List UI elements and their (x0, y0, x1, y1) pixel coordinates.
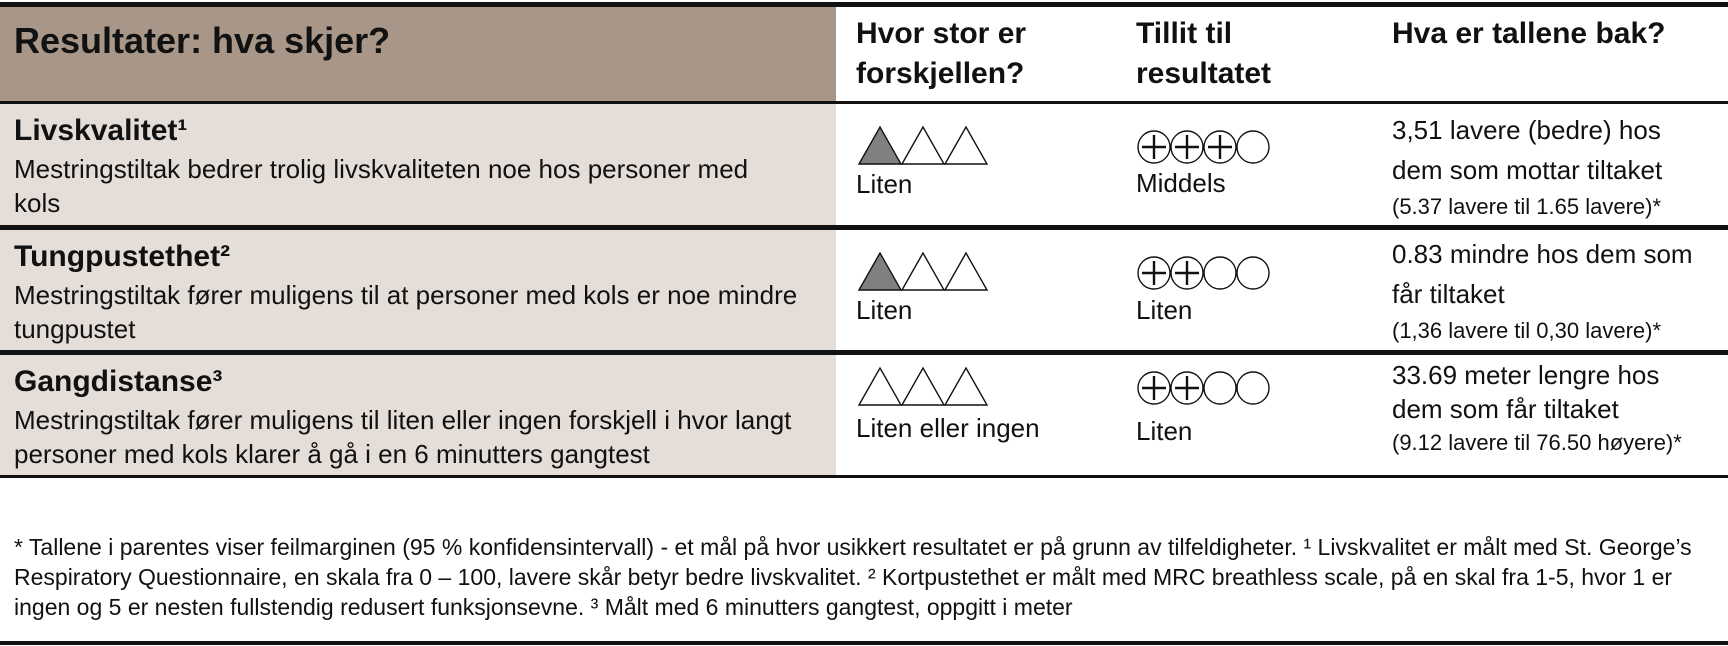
certainty-label: Middels (1136, 168, 1226, 198)
header-size (856, 14, 1116, 100)
empty-triangle-icon (945, 127, 987, 164)
footnote-cell (14, 532, 1714, 640)
circle-plus-icon (1171, 257, 1203, 289)
numbers-cell (1392, 234, 1712, 350)
row-description: Mestringstiltak bedrer trolig livskvaliteten noe hos personer med kols (14, 154, 749, 218)
size-cell (856, 355, 1116, 475)
table-title: Resultater: hva skjer? (14, 20, 391, 61)
size-label: Liten (856, 169, 913, 199)
effect-estimate: 0.83 mindre hos dem som får tiltaket (1392, 239, 1693, 309)
empty-triangle-icon (902, 127, 944, 164)
size-cell (856, 230, 1116, 350)
circle-plus-icon (1138, 372, 1170, 404)
empty-triangle-icon (945, 368, 987, 405)
certainty-cell (1136, 355, 1356, 475)
certainty-cell (1136, 230, 1356, 350)
circle-plus-icon (1138, 131, 1170, 163)
empty-circle-icon (1237, 131, 1269, 163)
empty-circle-icon (1204, 257, 1236, 289)
effect-estimate: 3,51 lavere (bedre) hos dem som mottar tiltaket (1392, 115, 1663, 185)
circle-plus-icon (1138, 257, 1170, 289)
size-label: Liten (856, 295, 913, 325)
row-description: Mestringstiltak fører muligens til liten eller ingen forskjell i hvor langt personer med kols klarer å gå i en 6 minutters gangtest (14, 405, 792, 469)
row-title: Gangdistanse³ (14, 365, 223, 398)
empty-circle-icon (1237, 372, 1269, 404)
certainty-label: Liten (1136, 416, 1193, 446)
effect-estimate: 33.69 meter lengre hos dem som får tiltaket (1392, 360, 1660, 424)
filled-triangle-icon (859, 253, 901, 290)
empty-circle-icon (1237, 257, 1269, 289)
row-description: Mestringstiltak fører muligens til at personer med kols er noe mindre tungpustet (14, 280, 798, 344)
filled-triangle-icon (859, 127, 901, 164)
confidence-interval: (5.37 lavere til 1.65 lavere)* (1392, 194, 1662, 219)
empty-triangle-icon (859, 368, 901, 405)
bottom-rule (0, 641, 1728, 645)
size-label: Liten eller ingen (856, 413, 1040, 443)
empty-triangle-icon (902, 253, 944, 290)
footnote: * Tallene i parentes viser feilmarginen (95 % konfidensintervall) - et mål på hvor usikkert resultatet er på grunn av tilfeldigheter. ¹ Livskvalitet er målt med St. George’s Respiratory Questionnaire, en skala fra 0 – 100, lavere skår betyr bedre livskvalitet. ² Kortpustethet er målt med MRC breathless scale, på en skal fra 1-5, hvor 1 er ingen og 5 er nesten fullstendig redusert funksjonsevne. ³ Målt med 6 minutters gangtest, oppgitt i meter (14, 534, 1692, 620)
column-header-size: Hvor stor er forskjellen? (856, 17, 1027, 90)
empty-circle-icon (1204, 372, 1236, 404)
column-header-numbers: Hva er tallene bak? (1392, 17, 1666, 50)
row-outcome-cell (0, 104, 836, 225)
size-triangles (856, 252, 1006, 298)
size-cell (856, 104, 1116, 225)
row-rule-3 (0, 475, 1728, 478)
confidence-interval: (9.12 lavere til 76.50 høyere)* (1392, 430, 1682, 455)
certainty-label: Liten (1136, 295, 1193, 325)
numbers-cell (1392, 358, 1722, 475)
certainty-cell (1136, 104, 1356, 225)
certainty-circles (1136, 252, 1286, 298)
circle-plus-icon (1171, 372, 1203, 404)
header-numbers (1392, 14, 1712, 100)
column-header-certainty: Tillit til resultatet (1136, 17, 1272, 90)
empty-triangle-icon (945, 253, 987, 290)
header-title-cell (0, 7, 836, 101)
row-outcome-cell (0, 355, 836, 475)
certainty-circles (1136, 367, 1286, 413)
row-outcome-cell (0, 230, 836, 350)
row-title: Livskvalitet¹ (14, 114, 188, 147)
empty-triangle-icon (902, 368, 944, 405)
size-triangles (856, 126, 1006, 172)
circle-plus-icon (1204, 131, 1236, 163)
size-triangles (856, 367, 1006, 413)
row-title: Tungpustethet² (14, 240, 231, 273)
confidence-interval: (1,36 lavere til 0,30 lavere)* (1392, 318, 1662, 343)
header-certainty (1136, 14, 1336, 100)
circle-plus-icon (1171, 131, 1203, 163)
numbers-cell (1392, 110, 1712, 225)
